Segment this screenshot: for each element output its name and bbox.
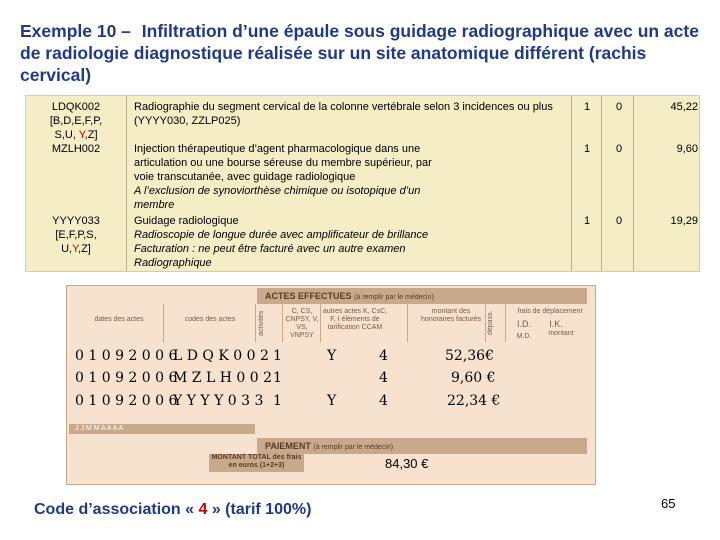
col-travel: frais de déplacement (517, 308, 583, 315)
form-act-row (75, 370, 595, 390)
act-activity: 1 (273, 393, 282, 409)
price-cell: 9,60 (676, 143, 698, 155)
activity-cell: 1 (583, 215, 591, 227)
total-amount: 84,30 € (385, 456, 429, 471)
act-code: M Z L H 0 0 2 (173, 370, 272, 386)
act-amount: 9,60 € (451, 370, 496, 386)
activity-cell: 1 (583, 143, 591, 155)
code-cell (28, 100, 124, 142)
col-amount: montant (548, 330, 574, 337)
act-code: MZLH002 (51, 143, 101, 155)
association-code-caption: Code d’association « 4 » (tarif 100%) (34, 501, 312, 518)
acts-header: ACTES EFFECTUES (à remplir par le médecin) (257, 288, 587, 304)
form-divider (282, 304, 283, 342)
form-divider (163, 304, 164, 342)
page-number: 65 (661, 496, 676, 511)
col-activities: activités (258, 310, 265, 336)
payment-header: PAIEMENT (à remplir par le médecin) (257, 438, 587, 454)
act-code: Y Y Y Y 0 3 3 (173, 393, 264, 409)
act-description: Guidage radiologique Radioscopie de longue durée avec amplificateur de brillance Facturation : ne peut être facturé avec un autre examen Radiographique (134, 215, 429, 269)
act-modifier: Y (327, 393, 337, 409)
act-association-code: 4 (379, 370, 388, 386)
col-excess: dépass. (487, 310, 494, 336)
form-act-row (75, 348, 595, 368)
ccam-code-table (25, 95, 700, 272)
col-dates: dates des actes (94, 316, 144, 323)
col-other-acts: autres actes K, CsC, F, I éléments de tarification CCAM (322, 308, 388, 331)
act-association-code: 4 (379, 348, 388, 364)
col-codes: codes des actes (184, 316, 236, 323)
col-fees: montant des honoraires facturés (421, 308, 481, 323)
act-date: 0 1 0 9 2 0 0 6 (75, 393, 178, 409)
form-divider (505, 304, 506, 342)
modifiers: [B,D,E,F,P, (49, 115, 103, 127)
act-code: YYYY033 (52, 215, 100, 227)
date-format-strip: J J M M A A A A (69, 424, 255, 434)
total-label: MONTANT TOTAL des frais en euros (1+2+3) (209, 454, 304, 472)
col-id: I.D. (516, 319, 531, 329)
modifiers: U,Y,Z] (61, 243, 91, 255)
column-divider (633, 96, 634, 271)
form-divider (407, 304, 408, 342)
form-divider (320, 304, 321, 342)
form-divider (485, 304, 486, 342)
act-description: Injection thérapeutique d’agent pharmacologique dans une articulation ou une bourse séreuse du membre supérieur, par voie transcutanée, avec guidage radiologique A l’exclusion de synoviorthèse chimique ou isotopique d’un membre (134, 143, 432, 211)
activity-cell: 1 (583, 101, 591, 113)
col-ik: I.K. (549, 319, 563, 329)
phase-cell: 0 (615, 143, 623, 155)
phase-cell: 0 (615, 215, 623, 227)
form-divider (255, 304, 256, 342)
example-number: Exemple 10 – (20, 21, 131, 41)
modifiers: [E,F,P,S, (55, 229, 97, 241)
page-title (20, 20, 710, 86)
modifiers: S,U, Y,Z] (54, 129, 98, 141)
act-activity: 1 (273, 348, 282, 364)
act-modifier: Y (327, 348, 337, 364)
code-cell (28, 214, 124, 256)
act-code: L D Q K 0 0 2 (173, 348, 269, 364)
column-divider (601, 96, 602, 271)
col-md: M.D. (516, 333, 532, 340)
example-description: Infiltration d’une épaule sous guidage radiographique avec un acte de radiologie diagnostique réalisée sur un site anatomique différent (rachis cervical) (20, 21, 699, 85)
act-amount: 22,34 € (447, 393, 501, 409)
price-cell: 45,22 (670, 101, 698, 113)
col-consultations: C, CS, CNPSY, V, VS, VNPSY (285, 308, 319, 339)
act-association-code: 4 (379, 393, 388, 409)
price-cell: 19,29 (670, 215, 698, 227)
column-divider (571, 96, 572, 271)
column-divider (126, 96, 127, 271)
care-sheet-form (66, 285, 596, 485)
act-code: LDQK002 (51, 101, 101, 113)
act-date: 0 1 0 9 2 0 0 6 (75, 370, 178, 386)
act-date: 0 1 0 9 2 0 0 6 (75, 348, 178, 364)
act-activity: 1 (273, 370, 282, 386)
phase-cell: 0 (615, 101, 623, 113)
act-description: Radiographie du segment cervical de la colonne vertébrale selon 3 incidences ou plus (YYYY030, ZZLP025) (134, 101, 553, 127)
act-amount: 52,36€ (445, 348, 494, 364)
form-act-row (75, 393, 595, 413)
